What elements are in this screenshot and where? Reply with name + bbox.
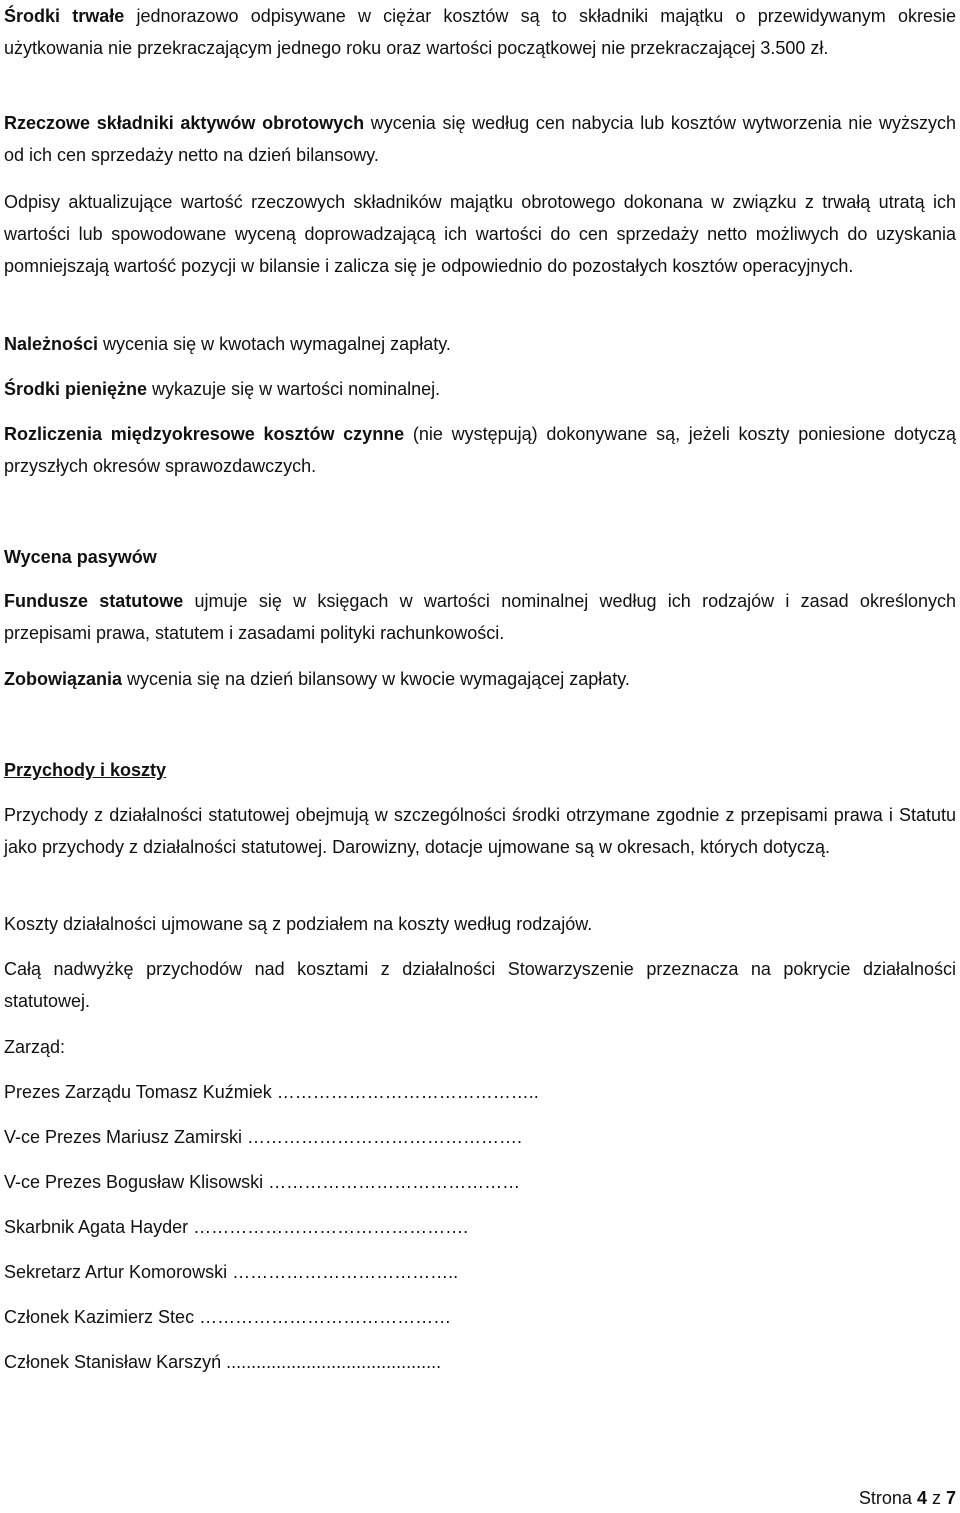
paragraph-text: Odpisy aktualizujące wartość rzeczowych składników majątku obrotowego dokonana w związku z trwałą utratą ich wartości lub spowodowane wyceną doprowadzającą ich wartości do cen sprzedaży netto możliwych do uzyskania pomniejszają wartość pozycji w bilansie i zalicza się je odpowiednio do pozostałych kosztów operacyjnych.	[4, 192, 956, 276]
page-number-separator: z	[931, 1488, 941, 1508]
paragraph-text: wycenia się według cen nabycia lub kosztów wytworzenia nie wyższych od ich cen sprzedaży netto na dzień bilansowy.	[4, 113, 957, 165]
paragraph-income: Przychody z działalności statutowej obejmują w szczególności środki otrzymane zgodnie z przepisami prawa i Statutu jako przychody z działalności statutowej. Darowizny, dotacje ujmowane są w okresach, których dotyczą.	[4, 805, 956, 857]
term-obligations: Zobowiązania	[4, 669, 123, 689]
term-statutory-funds: Fundusze statutowe	[4, 591, 184, 611]
paragraph-write-downs	[4, 186, 956, 282]
paragraph-fixed-assets	[4, 0, 956, 64]
term-prepayments: Rozliczenia międzyokresowe kosztów czynne	[4, 424, 405, 444]
paragraph-text: (nie występują) dokonywane są, jeżeli koszty poniesione dotyczą przyszłych okresów sprawozdawczych.	[4, 424, 957, 476]
paragraph-text: wykazuje się w wartości nominalnej.	[147, 379, 441, 399]
board-member-signature-line: Członek Kazimierz Stec ……………………………………	[4, 1307, 452, 1327]
board-member-signature-line: Członek Stanisław Karszyń ...........................................	[4, 1352, 442, 1372]
page-number-label: Strona	[858, 1488, 912, 1508]
paragraph-current-assets	[4, 107, 956, 171]
term-cash: Środki pieniężne	[4, 379, 148, 399]
board-label: Zarząd:	[4, 1037, 66, 1057]
board-member-signature-line: V-ce Prezes Bogusław Klisowski ……………………………………	[4, 1172, 521, 1192]
paragraph-cash	[4, 373, 956, 405]
page-number	[859, 1486, 956, 1510]
term-current-assets: Rzeczowe składniki aktywów obrotowych	[4, 113, 365, 133]
paragraph-text: wycenia się na dzień bilansowy w kwocie wymagającej zapłaty.	[122, 669, 630, 689]
page-number-current: 4	[916, 1488, 927, 1508]
paragraph-costs: Koszty działalności ujmowane są z podziałem na koszty według rodzajów.	[4, 914, 593, 934]
paragraph-text: jednorazowo odpisywane w ciężar kosztów są to składniki majątku o przewidywanym okresie użytkowania nie przekraczającym jednego roku oraz wartości początkowej nie przekraczającej 3.500 zł.	[4, 6, 956, 58]
board-member-signature-line: Skarbnik Agata Hayder ……………………………………….	[4, 1217, 469, 1237]
board-member-signature-line: V-ce Prezes Mariusz Zamirski ……………………………………….	[4, 1127, 523, 1147]
paragraph-statutory-funds	[4, 585, 956, 649]
paragraph-receivables	[4, 328, 956, 360]
term-fixed-assets: Środki trwałe	[4, 6, 125, 26]
paragraph-surplus: Całą nadwyżkę przychodów nad kosztami z działalności Stowarzyszenie przeznacza na pokrycie działalności statutowej.	[4, 959, 956, 1011]
paragraph-prepayments	[4, 418, 956, 482]
board-member-signature-line: Sekretarz Artur Komorowski ………………………………..	[4, 1262, 459, 1282]
paragraph-text: wycenia się w kwotach wymagalnej zapłaty.	[98, 334, 451, 354]
board-member-signature-line: Prezes Zarządu Tomasz Kuźmiek ……………………………………..	[4, 1082, 539, 1102]
term-receivables: Należności	[4, 334, 99, 354]
heading-income-costs: Przychody i koszty	[4, 760, 167, 780]
heading-liabilities: Wycena pasywów	[4, 547, 157, 567]
paragraph-text: ujmuje się w księgach w wartości nominalnej według ich rodzajów i zasad określonych przepisami prawa, statutem i zasadami polityki rachunkowości.	[4, 591, 956, 643]
page-number-total: 7	[945, 1488, 956, 1508]
paragraph-obligations	[4, 663, 956, 695]
